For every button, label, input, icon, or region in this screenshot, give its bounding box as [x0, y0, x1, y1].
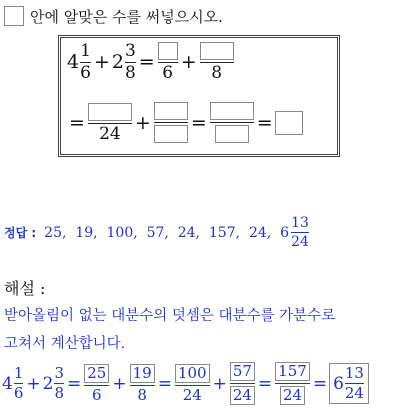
answer-blank[interactable]: [275, 111, 303, 135]
answer-final-fraction: $\frac{13}{24}$: [291, 215, 309, 250]
fraction-blank: [154, 102, 188, 143]
explanation-label: 해설 :: [4, 279, 46, 298]
fraction-blank: 8: [200, 42, 234, 82]
explanation-line-2: 고쳐서 계산합니다.: [4, 336, 126, 352]
problem-frame: [58, 35, 340, 157]
explanation-line-1: 받아올림이 없는 대분수의 덧셈은 대분수를 가분수로: [4, 308, 336, 324]
whole-number: 4: [67, 51, 80, 73]
fraction: $\frac{1}{6}$: [80, 40, 91, 83]
instruction-text: 안에 알맞은 수를 써넣으시오.: [30, 7, 223, 26]
answer-blank[interactable]: [154, 102, 188, 120]
fraction-blank: 24: [88, 103, 132, 143]
answer-blank[interactable]: [200, 42, 234, 60]
instruction: [4, 4, 223, 28]
problem-line-1: 4 $\frac{1}{6}$ + 2 $\frac{3}{8}$ = 6 + 8: [67, 42, 235, 82]
solution-equation: 4 $\frac{1}{6}$ + 2 $\frac{3}{8}$ = $\frac{25}{6}$ + $\frac{19}{8}$ = $\frac{100}{24}$ + $\frac{57}{24}$ = $\frac{157}{24}$ = 6 $\frac{13}{24}$: [2, 362, 369, 405]
fraction-blank: [210, 102, 254, 143]
answer-label: 정답 :: [4, 226, 37, 240]
answer-values: 25, 19, 100, 57, 24, 157, 24, 6: [44, 224, 290, 241]
fraction: $\frac{3}{8}$: [124, 40, 136, 83]
answer-line: [4, 216, 310, 249]
whole-number: 2: [111, 51, 124, 73]
fraction-blank: 6: [158, 42, 178, 82]
answer-blank[interactable]: [154, 125, 188, 143]
blank-box-icon: [4, 6, 24, 26]
answer-blank[interactable]: [210, 102, 254, 120]
answer-blank[interactable]: [158, 42, 178, 60]
problem-line-2: = 24 + = =: [67, 102, 303, 143]
answer-blank[interactable]: [88, 103, 132, 121]
answer-blank[interactable]: [215, 125, 249, 143]
